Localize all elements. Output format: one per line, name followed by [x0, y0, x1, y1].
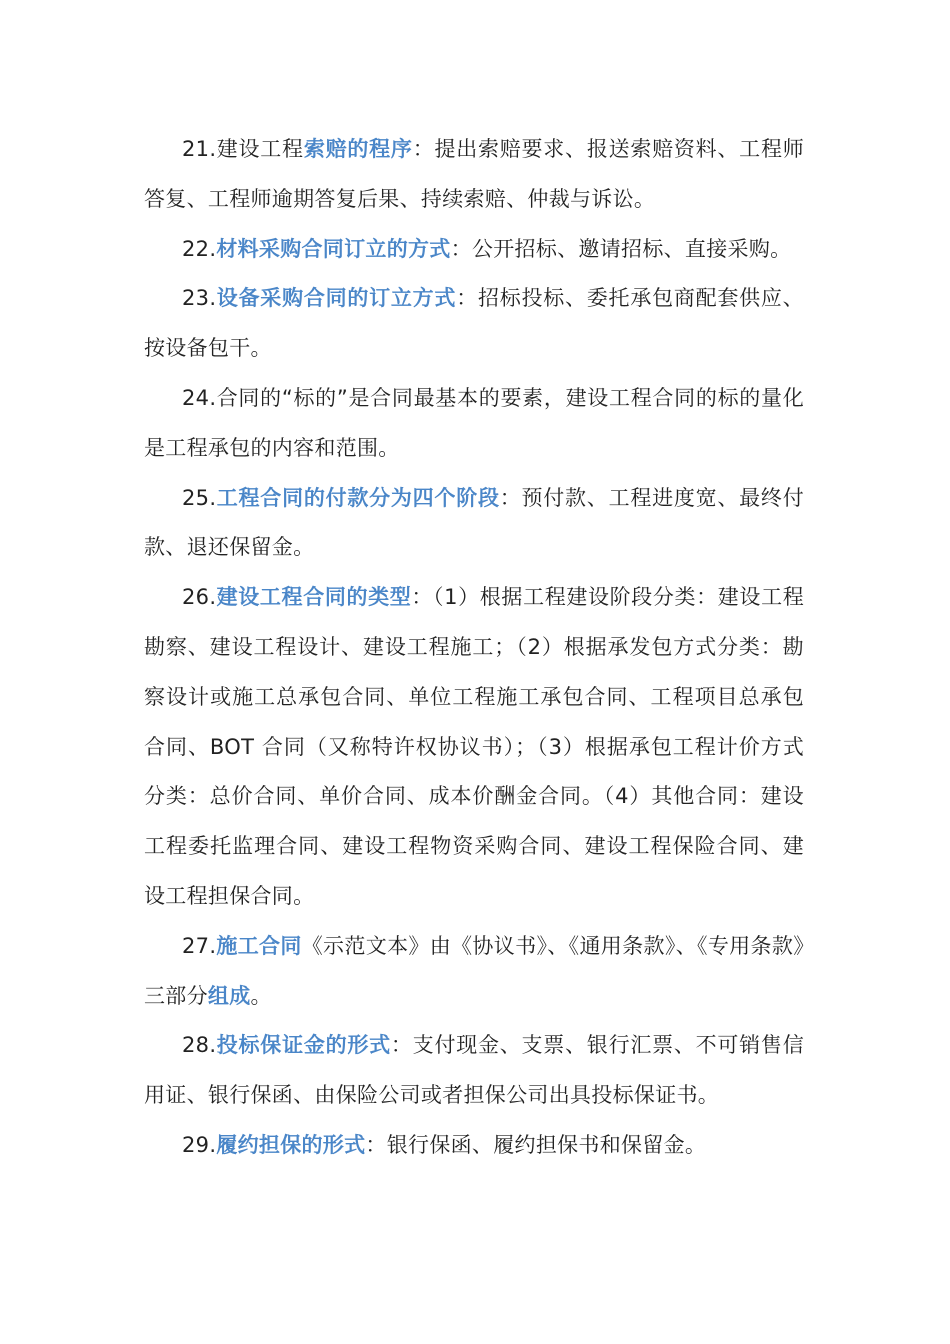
paragraph-27 — [144, 922, 804, 1022]
body-text: ：支付现金、支票、银行汇票、不可销售信用证、银行保函、由保险公司或者担保公司出具投标保证书。 — [144, 1033, 804, 1108]
highlighted-term: 工程合同的付款分为四个阶段 — [216, 485, 500, 510]
highlighted-term: 设备采购合同的订立方式 — [216, 286, 457, 311]
body-text: 。 — [250, 983, 272, 1008]
body-text: 26. — [182, 585, 217, 610]
body-text: 25. — [182, 485, 217, 510]
body-text: ：公开招标、邀请招标、直接采购。 — [450, 236, 792, 261]
body-text: 《示范文本》由《协议书》、《通用条款》、《专用条款》三部分 — [144, 933, 804, 1008]
highlighted-term: 履约担保的形式 — [216, 1132, 366, 1157]
paragraph-29 — [144, 1121, 804, 1171]
paragraph-22 — [144, 225, 804, 275]
paragraph-26 — [144, 573, 804, 922]
highlighted-term: 材料采购合同订立的方式 — [216, 236, 451, 261]
highlighted-term: 投标保证金的形式 — [216, 1033, 391, 1058]
highlighted-term: 建设工程合同的类型 — [216, 585, 412, 610]
body-text: 22. — [182, 236, 217, 261]
body-text: 23. — [182, 286, 217, 311]
body-text: 24.合同的“标的”是合同最基本的要素，建设工程合同的标的量化是工程承包的内容和范围。 — [144, 385, 804, 460]
body-text: ：银行保函、履约担保书和保留金。 — [365, 1132, 707, 1157]
body-text: ：预付款、工程进度宽、最终付款、退还保留金。 — [144, 485, 804, 560]
body-text: 29. — [182, 1132, 217, 1157]
body-text: ：招标投标、委托承包商配套供应、按设备包干。 — [144, 286, 804, 361]
body-text: 21.建设工程 — [182, 137, 304, 161]
body-text: 28. — [182, 1033, 217, 1058]
body-text: ：（1）根据工程建设阶段分类：建设工程勘察、建设工程设计、建设工程施工；（2）根据承发包方式分类：勘察设计或施工总承包合同、单位工程施工承包合同、工程项目总承包合同、BOT 合同（又称特许权协议书）；（3）根据承包工程计价方式分类：总价合同、单价合同、成本价酬金合同。（4）其他合同：建设工程委托监理合同、建设工程物资采购合同、建设工程保险合同、建设工程担保合同。 — [144, 585, 805, 908]
paragraph-25 — [144, 474, 804, 574]
paragraph-28 — [144, 1021, 804, 1121]
document-page — [144, 125, 804, 1171]
body-text: ：提出索赔要求、报送索赔资料、工程师答复、工程师逾期答复后果、持续索赔、仲裁与诉讼。 — [144, 137, 805, 211]
highlighted-term: 组成 — [207, 983, 251, 1008]
paragraph-24 — [144, 374, 804, 474]
highlighted-term: 索赔的程序 — [303, 137, 413, 161]
paragraph-23 — [144, 274, 804, 374]
highlighted-term: 施工合同 — [216, 933, 302, 958]
paragraph-21 — [144, 125, 804, 225]
body-text: 27. — [182, 933, 217, 958]
